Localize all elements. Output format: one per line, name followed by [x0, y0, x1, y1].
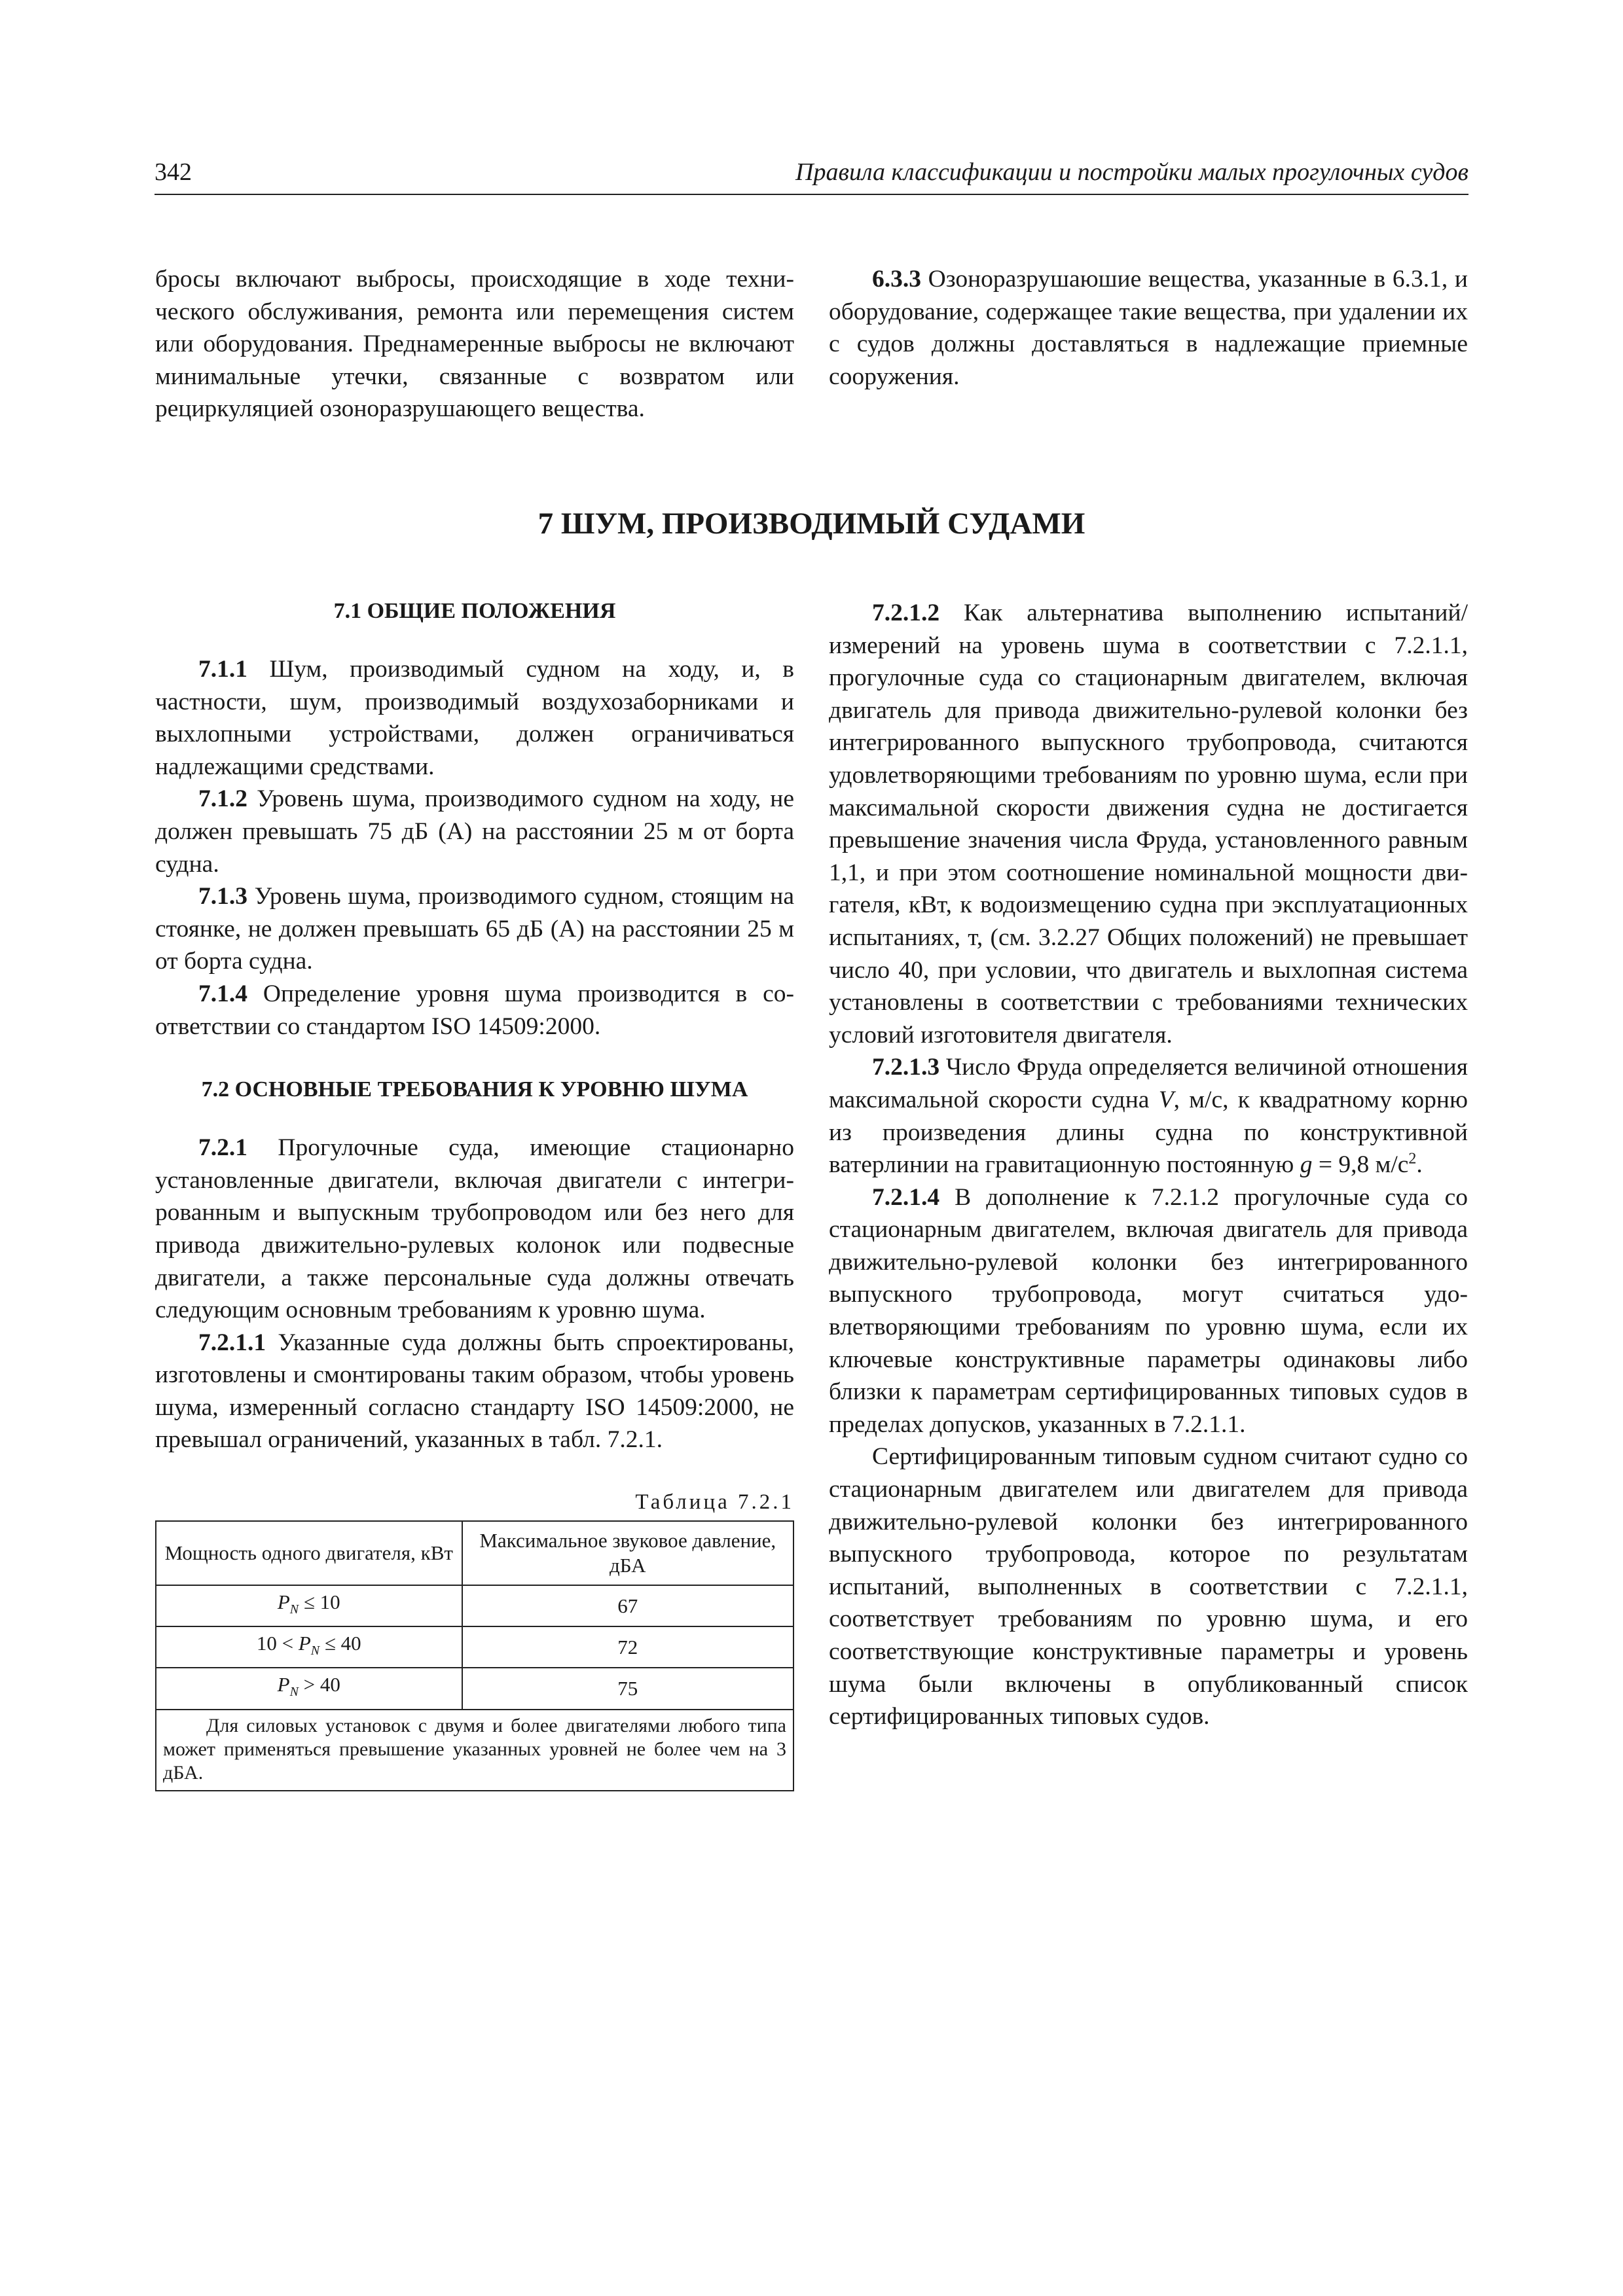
- table-row: [156, 1668, 793, 1709]
- table-header-power: Мощность одного двигателя, кВт: [156, 1521, 462, 1585]
- paragraph-7-2-1-4: [829, 1181, 1468, 1441]
- left-column: [155, 597, 794, 1791]
- paragraph-7-1-1: [155, 653, 794, 783]
- section-title-7-1: 7.1 ОБЩИЕ ПОЛОЖЕНИЯ: [333, 599, 616, 623]
- right-column: [829, 597, 1468, 1733]
- paragraph-7-2-1: [155, 1132, 794, 1327]
- noise-limits-table: [155, 1520, 794, 1791]
- table-note-row: [156, 1710, 793, 1791]
- section-title-7-2: 7.2 ОСНОВНЫЕ ТРЕБОВАНИЯ К УРОВНЮ ШУМА: [201, 1077, 748, 1102]
- clause-number: 6.3.3: [872, 266, 921, 293]
- clause-text: Уровень шума, производимого судном на ходу, не должен превышать 75 дБ (A) на расстоянии 25 м от борта судна.: [155, 785, 794, 878]
- table-caption: Таблица 7.2.1: [635, 1490, 794, 1515]
- paragraph-7-2-1-1: [155, 1327, 794, 1456]
- clause-number: 7.2.1.4: [872, 1183, 940, 1211]
- clause-number: 7.1.2: [198, 785, 247, 813]
- header-rule: [155, 194, 1468, 195]
- table-row: [156, 1626, 793, 1668]
- clause-number: 7.1.3: [198, 883, 247, 910]
- clause-text: Шум, производимый судном на ходу, и, в частности, шум, производимый воздухозаборниками и выхлопными устройствами, должен ограничиваться надлежащими средствами.: [155, 656, 794, 780]
- clause-text: Озоноразрушаюшие вещества, указанные в 6.3.1, и оборудование, содержащее такие вещества, при удалении их с судов должны доставляться в надлежащие приемные сооружения.: [829, 266, 1468, 390]
- table-row: [156, 1585, 793, 1626]
- clause-number: 7.2.1.3: [872, 1054, 940, 1081]
- running-title: Правила классификации и постройки малых прогулочных судов: [795, 158, 1468, 186]
- chapter-title: 7 ШУМ, ПРОИЗВОДИМЫЙ СУДАМИ: [538, 507, 1085, 541]
- pn-symbol: $P_N$: [277, 1590, 299, 1617]
- paragraph-certified-vessel: Сертифицированным типовым судном считают судно со стационарным двигателем или двигателем для привода движительно-рулевой колонки без интегрированного выпускного трубопровода, которое по результатам испытаний, выполненных в соответствии с 7.2.1.1, соответствует требованиям по уровню шума, и его соответствующие конструктивные параметры и уровень шума были включены в опубликованный список сертифицированных типовых судов.: [829, 1443, 1468, 1731]
- clause-number: 7.1.1: [198, 656, 247, 683]
- clause-text: Определение уровня шума производится в соответствии со стандартом ISO 14509:2000.: [155, 980, 794, 1040]
- paragraph-7-1-4: [155, 978, 794, 1043]
- clause-number: 7.2.1.1: [198, 1329, 266, 1356]
- gravity-symbol: g: [1300, 1151, 1313, 1179]
- power-range-cell: $P_N > 40$: [156, 1668, 462, 1709]
- paragraph-7-2-1-3: 7.2.1.3 Число Фруда определяется величиной отношения максимальной скорости судна V, м/с, к квадратному корню из произведения длины судна по конструктивной ватерлинии на гравитационную постоянную g = 9,8 $м/с^2$.: [829, 1054, 1468, 1179]
- pressure-value-cell: 67: [462, 1585, 793, 1626]
- power-range-cell: $10 < P_N \le 40$: [156, 1626, 462, 1668]
- left-continuation: [155, 263, 794, 425]
- paragraph-6-3-3: [829, 263, 1468, 393]
- paragraph-7-1-3: [155, 880, 794, 978]
- clause-text: Как альтернатива выполнению испытаний/измерений на уровень шума в соответствии с 7.2.1.1, прогулочные суда со стационарным двигателем, включая двигатель для привода движительно-рулевой колонки без интегрированного выпускного трубопровода, считаются удовлетворяющими требованиям по уровню шума, если при максимальной скорости движения судна не достигается превышение значения числа Фруда, установленного равным 1,1, и при этом соотношение номинальной мощности двигателя, кВт, к водоизмещению судна при эксплуатационных испытаниях, т, (см. 3.2.27 Общих положений) не превышает число 40, при условии, что двигатель и выхлопная система установлены в соответствии с требованиями технических условий изготовителя двигателя.: [829, 600, 1468, 1049]
- continuation-paragraph: бросы включают выбросы, происходящие в ходе технического обслуживания, ремонта или перемещения систем или оборудования. Преднамеренные выбросы не включают минимальные утечки, связанные с возвратом или рециркуляцией озоноразрушающего вещества.: [155, 266, 794, 423]
- clause-text: Прогулочные суда, имеющие стационарно установленные двигатели, включая двигатели с интегрированным и выпускным трубопроводом или без него для привода движительно-рулевых колонок или подвесные двигатели, а также персональные суда должны отвечать следующим основным требованиям к уровню шума.: [155, 1134, 794, 1324]
- clause-number: 7.2.1: [198, 1134, 247, 1162]
- velocity-symbol: V: [1158, 1086, 1174, 1113]
- paragraph-7-1-2: [155, 783, 794, 880]
- pn-symbol: $P_N$: [298, 1632, 320, 1659]
- clause-number: 7.1.4: [198, 980, 247, 1007]
- table-header-pressure: Максимальное звуковое давление, дБА: [462, 1521, 793, 1585]
- paragraph-7-2-1-2: [829, 597, 1468, 1051]
- table-note: Для силовых установок с двумя и более двигателями любого типа может применяться превышение указанных уровней не более чем на 3 дБА.: [156, 1710, 793, 1791]
- pressure-value-cell: 72: [462, 1626, 793, 1668]
- clause-text: Указанные суда должны быть спроектированы, изготовлены и смонтированы таким образом, чтобы уровень шума, измеренный согласно стандарту ISO 14509:2000, не превышал ограничений, указанных в табл. 7.2.1.: [155, 1329, 794, 1454]
- page-header: [155, 156, 1468, 195]
- right-continuation: [829, 263, 1468, 393]
- table-header-row: [156, 1521, 793, 1585]
- clause-number: 7.2.1.2: [872, 600, 940, 626]
- page-number: 342: [155, 158, 192, 186]
- clause-text: Уровень шума, производимого судном, стоящим на стоянке, не должен превышать 65 дБ (A) на расстоянии 25 м от борта судна.: [155, 883, 794, 975]
- power-range-cell: $P_N \le 10$: [156, 1585, 462, 1626]
- pn-symbol: $P_N$: [277, 1673, 299, 1700]
- pressure-value-cell: 75: [462, 1668, 793, 1709]
- clause-text: В дополнение к 7.2.1.2 прогулочные суда со стационарным двигателем, включая двигатель для привода движительно-рулевой колонки без интегрированного выпускного трубопровода, могут считаться удовлетворяющими требованиям по уровню шума, если их ключевые конструктивные параметры одинаковы либо близки к параметрам сертифицированных типовых судов в пределах допусков, указанных в 7.2.1.1.: [829, 1183, 1468, 1438]
